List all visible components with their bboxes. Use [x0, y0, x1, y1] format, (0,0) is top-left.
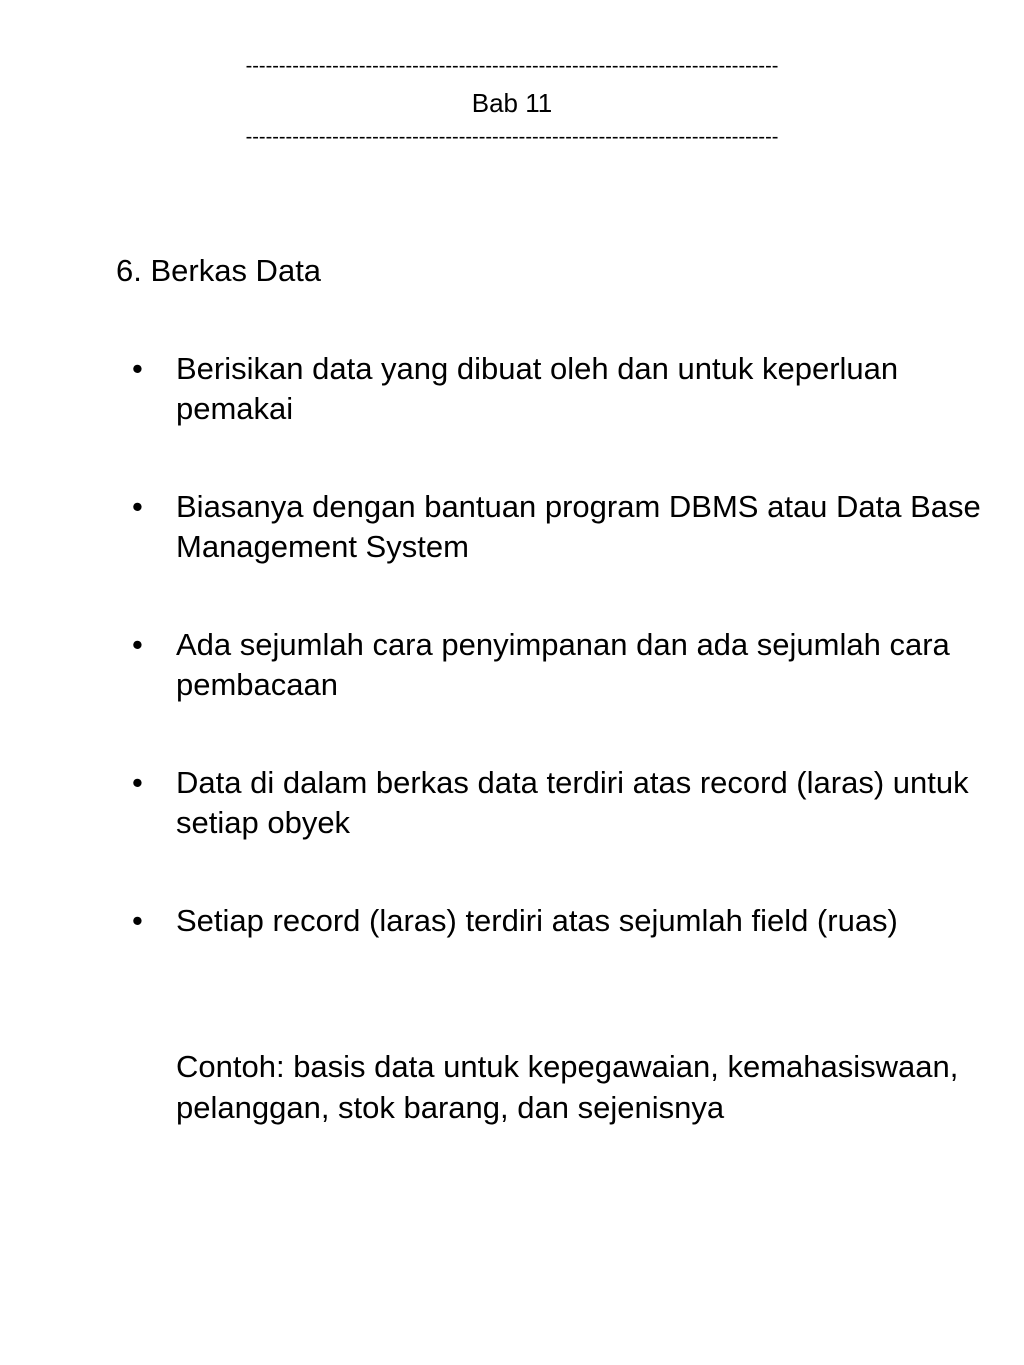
bullet-icon: •: [132, 351, 143, 386]
header-divider-top: --------------------------------------------------------------------------------: [245, 55, 779, 77]
bullet-icon: •: [132, 627, 143, 662]
bullet-icon: •: [132, 489, 143, 524]
bullet-item: [0, 763, 1024, 843]
bullet-icon: •: [132, 765, 143, 800]
example-paragraph: Contoh: basis data untuk kepegawaian, kemahasiswaan, pelanggan, stok barang, dan sejenisnya: [176, 1049, 959, 1125]
bullet-list: [0, 349, 1024, 999]
chapter-title: Bab 11: [471, 88, 553, 118]
bullet-item: [0, 349, 1024, 429]
bullet-item: [0, 625, 1024, 705]
bullet-item: [0, 901, 1024, 941]
bullet-text: Biasanya dengan bantuan program DBMS atau Data Base Management System: [176, 489, 981, 564]
bullet-text: Data di dalam berkas data terdiri atas record (laras) untuk setiap obyek: [176, 765, 969, 840]
section-heading: 6. Berkas Data: [116, 253, 322, 288]
bullet-item: [0, 487, 1024, 567]
header-divider-bottom: --------------------------------------------------------------------------------: [245, 126, 779, 148]
bullet-text: Berisikan data yang dibuat oleh dan untuk keperluan pemakai: [176, 351, 899, 426]
bullet-text: Setiap record (laras) terdiri atas sejumlah field (ruas): [176, 903, 898, 938]
bullet-text: Ada sejumlah cara penyimpanan dan ada sejumlah cara pembacaan: [176, 627, 950, 702]
bullet-icon: •: [132, 903, 143, 938]
